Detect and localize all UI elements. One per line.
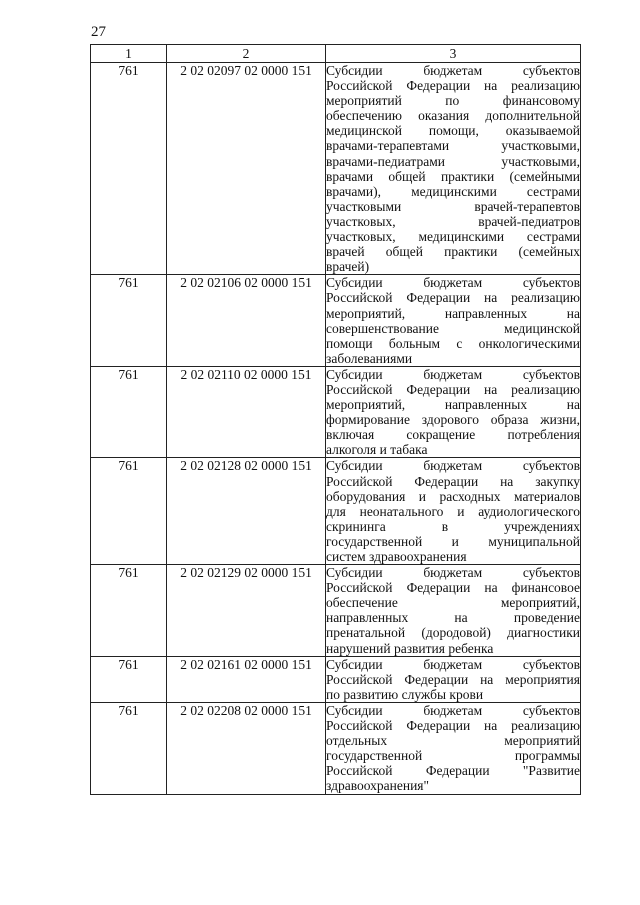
- header-col-2: 2: [167, 45, 326, 63]
- description-line: Российской Федерации на закупку: [326, 473, 580, 489]
- admin-code-cell: 761: [91, 702, 167, 794]
- description-line: обеспечению оказания дополнительной: [326, 108, 580, 124]
- description-line: Российской Федерации на реализацию: [326, 718, 580, 734]
- table-row: [91, 366, 581, 458]
- description-line: помощи больным с онкологическими: [326, 335, 580, 351]
- description-cell: [326, 458, 581, 565]
- header-col-1: 1: [91, 45, 167, 63]
- description-line: заболеваниями: [326, 350, 413, 366]
- description-line: совершенствование медицинской: [326, 320, 580, 336]
- budget-code-cell: 2 02 02129 02 0000 151: [167, 565, 326, 657]
- table-row: [91, 275, 581, 367]
- description-line: врачами-терапевтами участковыми,: [326, 138, 580, 154]
- description-line: государственной и муниципальной: [326, 533, 580, 549]
- budget-code-cell: 2 02 02208 02 0000 151: [167, 702, 326, 794]
- budget-code-cell: 2 02 02128 02 0000 151: [167, 458, 326, 565]
- description-line: участковых, медицинскими сестрами: [326, 229, 580, 245]
- budget-code-cell: 2 02 02106 02 0000 151: [167, 275, 326, 367]
- header-row: [91, 45, 581, 63]
- description-line: Российской Федерации на реализацию: [326, 290, 580, 306]
- header-col-3: 3: [326, 45, 581, 63]
- description-line: Субсидии бюджетам субъектов: [326, 702, 580, 718]
- description-line: для неонатального и аудиологического: [326, 503, 580, 519]
- admin-code-cell: 761: [91, 366, 167, 458]
- description-line: отдельных мероприятий: [326, 733, 580, 749]
- description-line: врачами общей практики (семейными: [326, 168, 580, 184]
- description-cell: [326, 275, 581, 367]
- description-line: систем здравоохранения: [326, 549, 467, 564]
- description-line: оборудования и расходных материалов: [326, 488, 580, 504]
- table-row: [91, 63, 581, 275]
- description-cell: [326, 63, 581, 275]
- description-cell: [326, 565, 581, 657]
- admin-code-cell: 761: [91, 63, 167, 275]
- description-line: направленных на проведение: [326, 610, 580, 626]
- budget-table: [90, 44, 581, 795]
- description-line: государственной программы: [326, 748, 580, 764]
- description-line: врачей общей практики (семейных: [326, 244, 580, 260]
- description-line: участковых, врачей-педиатров: [326, 213, 580, 229]
- description-line: Российской Федерации на реализацию: [326, 381, 580, 397]
- admin-code-cell: 761: [91, 275, 167, 367]
- description-line: Субсидии бюджетам субъектов: [326, 565, 580, 581]
- description-line: Субсидии бюджетам субъектов: [326, 366, 580, 382]
- table-row: [91, 458, 581, 565]
- description-line: Российской Федерации "Развитие: [326, 763, 580, 779]
- description-line: мероприятий по финансовому: [326, 93, 580, 109]
- budget-code-cell: 2 02 02161 02 0000 151: [167, 656, 326, 702]
- admin-code-cell: 761: [91, 656, 167, 702]
- description-line: врачами), медицинскими сестрами: [326, 183, 580, 199]
- admin-code-cell: 761: [91, 565, 167, 657]
- description-line: нарушений развития ребенка: [326, 640, 494, 656]
- admin-code-cell: 761: [91, 458, 167, 565]
- description-line: мероприятий, направленных на: [326, 397, 580, 413]
- page-number: 27: [91, 24, 106, 40]
- description-line: обеспечение мероприятий,: [326, 595, 580, 611]
- description-line: скрининга в учреждениях: [326, 518, 580, 534]
- description-line: включая сокращение потребления: [326, 427, 580, 443]
- description-line: Субсидии бюджетам субъектов: [326, 63, 580, 78]
- description-line: алкоголя и табака: [326, 442, 428, 458]
- description-line: мероприятий, направленных на: [326, 305, 580, 321]
- description-line: Российской Федерации на финансовое: [326, 580, 580, 596]
- description-line: Субсидии бюджетам субъектов: [326, 458, 580, 474]
- description-line: участковыми врачей-терапевтов: [326, 198, 580, 214]
- description-line: Российской Федерации на реализацию: [326, 78, 580, 94]
- description-line: по развитию службы крови: [326, 686, 484, 702]
- table-row: [91, 702, 581, 794]
- table-body: [91, 63, 581, 795]
- budget-code-cell: 2 02 02110 02 0000 151: [167, 366, 326, 458]
- description-line: врачами-педиатрами участковыми,: [326, 153, 580, 169]
- description-line: врачей): [326, 259, 370, 275]
- description-line: Российской Федерации на мероприятия: [326, 671, 580, 687]
- description-cell: [326, 702, 581, 794]
- description-line: здравоохранения": [326, 778, 430, 794]
- description-line: Субсидии бюджетам субъектов: [326, 656, 580, 672]
- description-cell: [326, 366, 581, 458]
- description-line: формирование здорового образа жизни,: [326, 412, 580, 428]
- budget-code-cell: 2 02 02097 02 0000 151: [167, 63, 326, 275]
- description-line: пренатальной (дородовой) диагностики: [326, 625, 580, 641]
- description-line: Субсидии бюджетам субъектов: [326, 275, 580, 291]
- description-line: медицинской помощи, оказываемой: [326, 123, 580, 139]
- table-row: [91, 565, 581, 657]
- table-row: [91, 656, 581, 702]
- description-cell: [326, 656, 581, 702]
